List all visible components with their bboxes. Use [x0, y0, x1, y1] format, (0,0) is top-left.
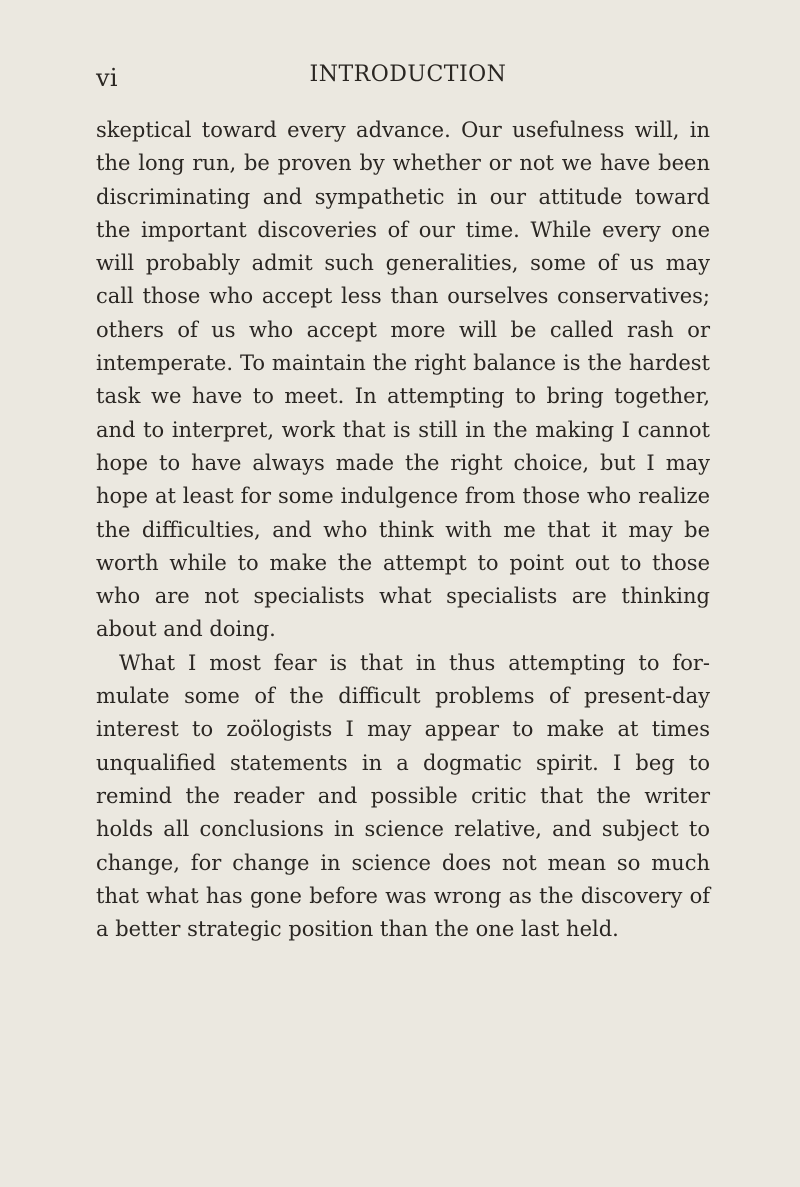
page-number: vi: [96, 64, 118, 92]
paragraph-2: What I most fear is that in thus attempting to formulate some of the difficult problems of present-day interest to zoölogists I may appear to make at times unqualified statements in a dogmatic spirit. I beg to remind the reader and possible critic that the writer holds all conclusions in science relative, and subject to change, for change in science does not mean so much that what has gone before was wrong as the discovery of a better strategic position than the one last held.: [96, 650, 710, 942]
running-head: [96, 62, 720, 96]
chapter-title: INTRODUCTION: [309, 62, 507, 87]
paragraph-1: skeptical toward every advance. Our usefulness will, in the long run, be proven by whether or not we have been discriminating and sympathetic in our attitude toward the important discoveries of our time. While every one will probably admit such generalities, some of us may call those who accept less than ourselves conservatives; others of us who accept more will be called rash or intemperate. To maintain the right balance is the hardest task we have to meet. In attempting to bring together, and to interpret, work that is still in the making I cannot hope to have always made the right choice, but I may hope at least for some indulgence from those who realize the difficulties, and who think with me that it may be worth while to make the attempt to point out to those who are not specialists what specialists are thinking about and doing.: [96, 118, 710, 642]
body-text: [96, 114, 710, 946]
